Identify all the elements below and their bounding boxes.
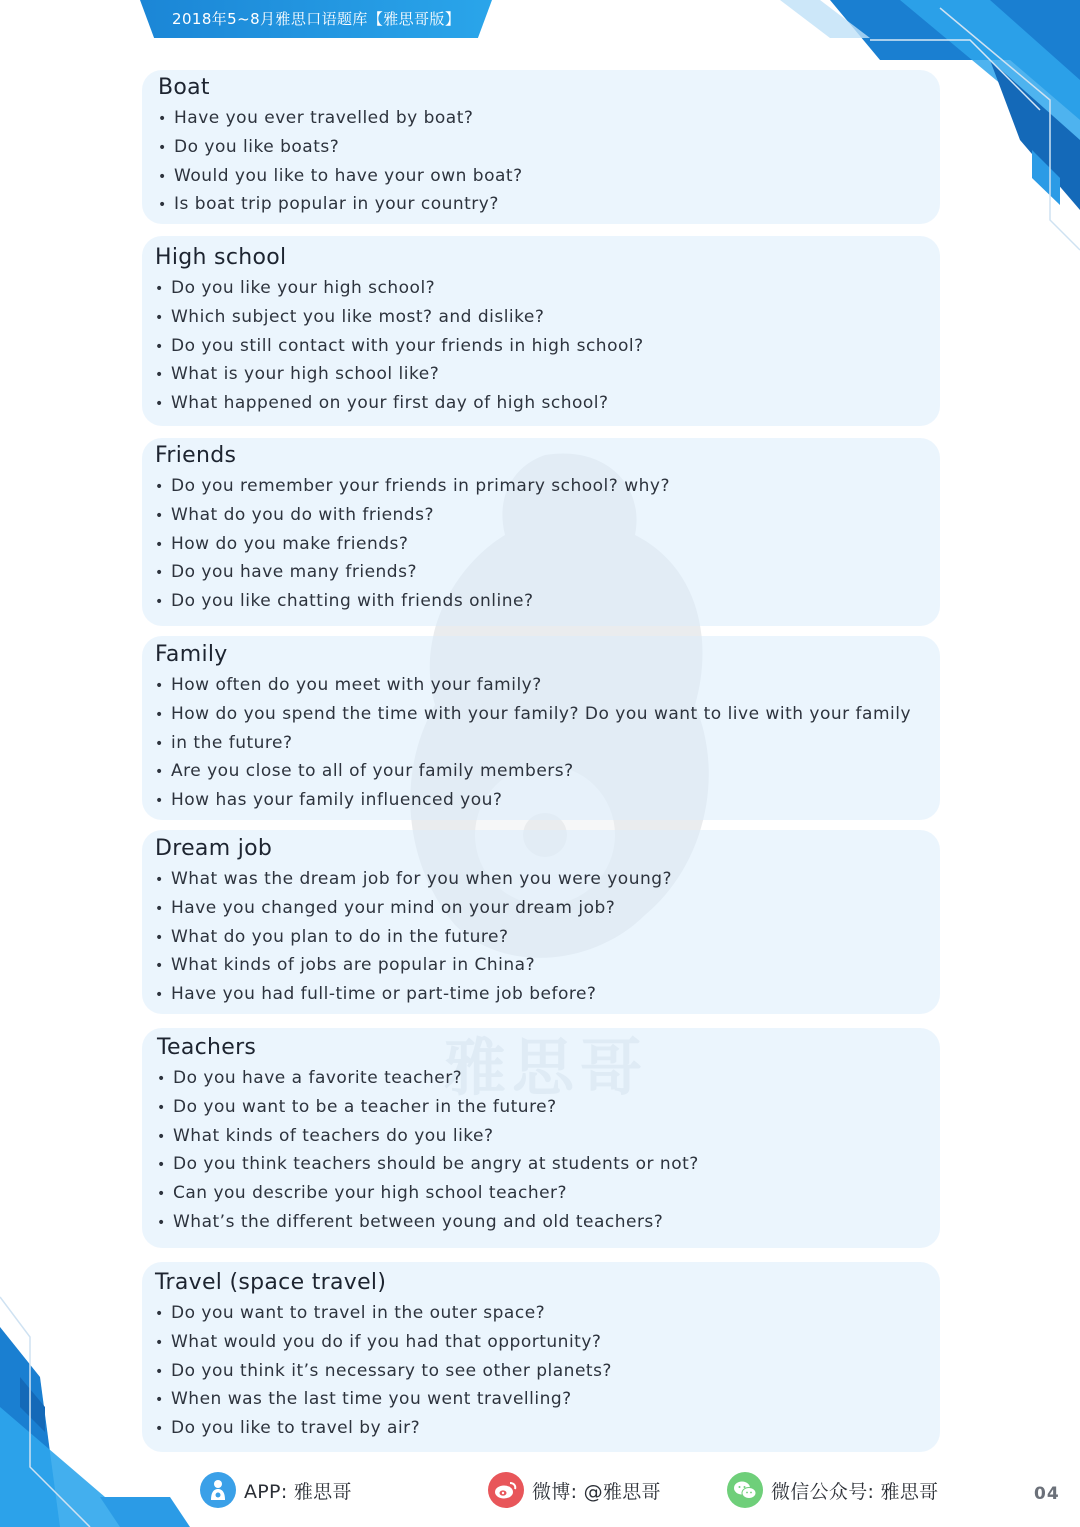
question-text: Have you had full-time or part-time job before? — [171, 984, 597, 1005]
list-item — [155, 360, 644, 389]
bullet-icon: • — [155, 987, 164, 1004]
list-item — [155, 729, 911, 758]
question-text: Is boat trip popular in your country? — [174, 194, 499, 215]
question-text: Do you have many friends? — [171, 562, 417, 583]
bullet-icon: • — [155, 706, 164, 723]
bullet-icon: • — [157, 1186, 166, 1203]
question-text: Would you like to have your own boat? — [174, 165, 523, 186]
list-item — [158, 133, 523, 162]
bullet-icon: • — [157, 1099, 166, 1116]
list-item — [157, 1179, 699, 1208]
footer-weibo — [488, 1470, 661, 1510]
bullet-icon: • — [158, 111, 167, 127]
question-text: Do you have a favorite teacher? — [173, 1068, 463, 1088]
question-text: Do you want to be a teacher in the future? — [173, 1096, 557, 1117]
bullet-icon: • — [155, 929, 164, 946]
topic-title: Family — [155, 642, 228, 667]
list-item — [157, 1208, 699, 1237]
topic-title: Travel (space travel) — [155, 1270, 387, 1295]
bullet-icon: • — [155, 872, 164, 888]
question-text: How do you spend the time with your family? Do you want to live with your family — [171, 703, 912, 724]
bullet-icon: • — [158, 197, 167, 214]
question-text: Which subject you like most? and dislike? — [171, 306, 545, 327]
footer-app-label: APP: 雅思哥 — [244, 1480, 352, 1503]
bullet-icon: • — [155, 536, 164, 553]
bullet-icon: • — [155, 735, 164, 752]
bullet-icon: • — [155, 958, 164, 975]
list-item — [155, 332, 644, 361]
list-item — [155, 757, 911, 786]
footer-weibo-label: 微博: @雅思哥 — [532, 1480, 661, 1503]
list-item — [158, 162, 523, 191]
question-text: When was the last time you went travelling? — [171, 1389, 572, 1410]
question-list — [157, 1064, 699, 1237]
list-item — [155, 1357, 612, 1386]
list-item — [155, 923, 672, 952]
header-title: 2018年5~8月雅思口语题库【雅思哥版】 — [172, 10, 461, 28]
question-text: What was the dream job for you when you were young? — [171, 869, 673, 889]
question-list — [155, 1299, 612, 1443]
footer-wechat — [727, 1470, 938, 1510]
topic-title: Friends — [155, 443, 237, 468]
bullet-icon: • — [155, 367, 164, 384]
list-item — [155, 980, 672, 1009]
list-item — [157, 1150, 699, 1179]
question-text: How do you make friends? — [171, 533, 409, 554]
list-item — [155, 951, 672, 980]
bullet-icon: • — [155, 396, 164, 413]
question-text: Are you close to all of your family members? — [171, 761, 574, 782]
topic-title: High school — [155, 245, 287, 270]
question-text: What do you do with friends? — [171, 504, 434, 525]
app-logo-icon — [200, 1472, 236, 1508]
list-item — [155, 671, 911, 700]
bullet-icon: • — [155, 1363, 164, 1380]
bullet-icon: • — [155, 1392, 164, 1409]
bullet-icon: • — [157, 1157, 166, 1174]
list-item — [155, 786, 911, 815]
wechat-icon — [727, 1472, 763, 1508]
topic-title: Teachers — [157, 1035, 257, 1060]
list-item — [155, 1299, 612, 1328]
list-item — [158, 190, 523, 219]
list-item — [155, 1385, 612, 1414]
question-text: What is your high school like? — [171, 364, 440, 385]
question-text: Can you describe your high school teacher? — [173, 1183, 568, 1204]
bullet-icon: • — [157, 1071, 166, 1087]
question-text: What would you do if you had that opportunity? — [171, 1331, 602, 1352]
question-list — [155, 865, 672, 1009]
bullet-icon: • — [155, 793, 164, 810]
page-number: 04 — [1034, 1484, 1060, 1504]
list-item — [155, 274, 644, 303]
bullet-icon: • — [155, 1306, 164, 1322]
list-item — [155, 303, 644, 332]
bullet-icon: • — [155, 565, 164, 582]
bullet-icon: • — [155, 594, 164, 611]
bullet-icon: • — [155, 479, 164, 495]
question-list — [155, 274, 644, 418]
list-item — [155, 865, 672, 894]
question-text: Do you like your high school? — [171, 278, 436, 298]
question-text: Have you ever travelled by boat? — [174, 108, 474, 128]
question-text: Do you think teachers should be angry at students or not? — [173, 1154, 699, 1175]
question-list — [155, 472, 670, 616]
list-item — [155, 894, 672, 923]
question-text: Do you remember your friends in primary school? why? — [171, 476, 670, 496]
topic-title: Dream job — [155, 836, 273, 861]
question-text: Have you changed your mind on your dream job? — [171, 897, 616, 918]
footer-wechat-label: 微信公众号: 雅思哥 — [771, 1480, 939, 1503]
list-item — [157, 1122, 699, 1151]
question-text: in the future? — [171, 732, 293, 753]
question-text: What do you plan to do in the future? — [171, 926, 509, 947]
question-text: Do you want to travel in the outer space? — [171, 1303, 546, 1323]
weibo-icon — [488, 1472, 524, 1508]
list-item — [155, 1328, 612, 1357]
question-text: Do you like to travel by air? — [171, 1418, 421, 1439]
question-text: Do you think it’s necessary to see other planets? — [171, 1360, 612, 1381]
question-text: Do you like boats? — [174, 136, 340, 157]
question-list — [155, 671, 911, 815]
bullet-icon: • — [155, 678, 164, 694]
question-text: What kinds of teachers do you like? — [173, 1125, 494, 1146]
list-item — [157, 1064, 699, 1093]
question-list — [158, 104, 523, 219]
bullet-icon: • — [158, 139, 167, 156]
bullet-icon: • — [155, 281, 164, 297]
bullet-icon: • — [158, 168, 167, 185]
bullet-icon: • — [155, 900, 164, 917]
bullet-icon: • — [155, 338, 164, 355]
list-item — [155, 501, 670, 530]
bullet-icon: • — [155, 1334, 164, 1351]
list-item — [157, 1093, 699, 1122]
list-item — [155, 587, 670, 616]
topic-title: Boat — [158, 75, 210, 100]
list-item — [155, 472, 670, 501]
question-text: What happened on your first day of high school? — [171, 393, 609, 414]
question-text: Do you still contact with your friends in high school? — [171, 335, 644, 356]
question-text: How has your family influenced you? — [171, 790, 503, 811]
footer-app — [200, 1470, 352, 1510]
question-text: How often do you meet with your family? — [171, 675, 542, 695]
bullet-icon: • — [155, 764, 164, 781]
list-item — [155, 389, 644, 418]
list-item — [158, 104, 523, 133]
bullet-icon: • — [157, 1214, 166, 1231]
bullet-icon: • — [155, 507, 164, 524]
list-item — [155, 558, 670, 587]
list-item — [155, 1414, 612, 1443]
list-item — [155, 700, 911, 729]
question-text: What’s the different between young and old teachers? — [173, 1211, 664, 1232]
question-text: Do you like chatting with friends online? — [171, 591, 534, 612]
list-item — [155, 530, 670, 559]
question-text: What kinds of jobs are popular in China? — [171, 955, 536, 976]
bullet-icon: • — [157, 1128, 166, 1145]
bullet-icon: • — [155, 309, 164, 326]
bullet-icon: • — [155, 1421, 164, 1438]
